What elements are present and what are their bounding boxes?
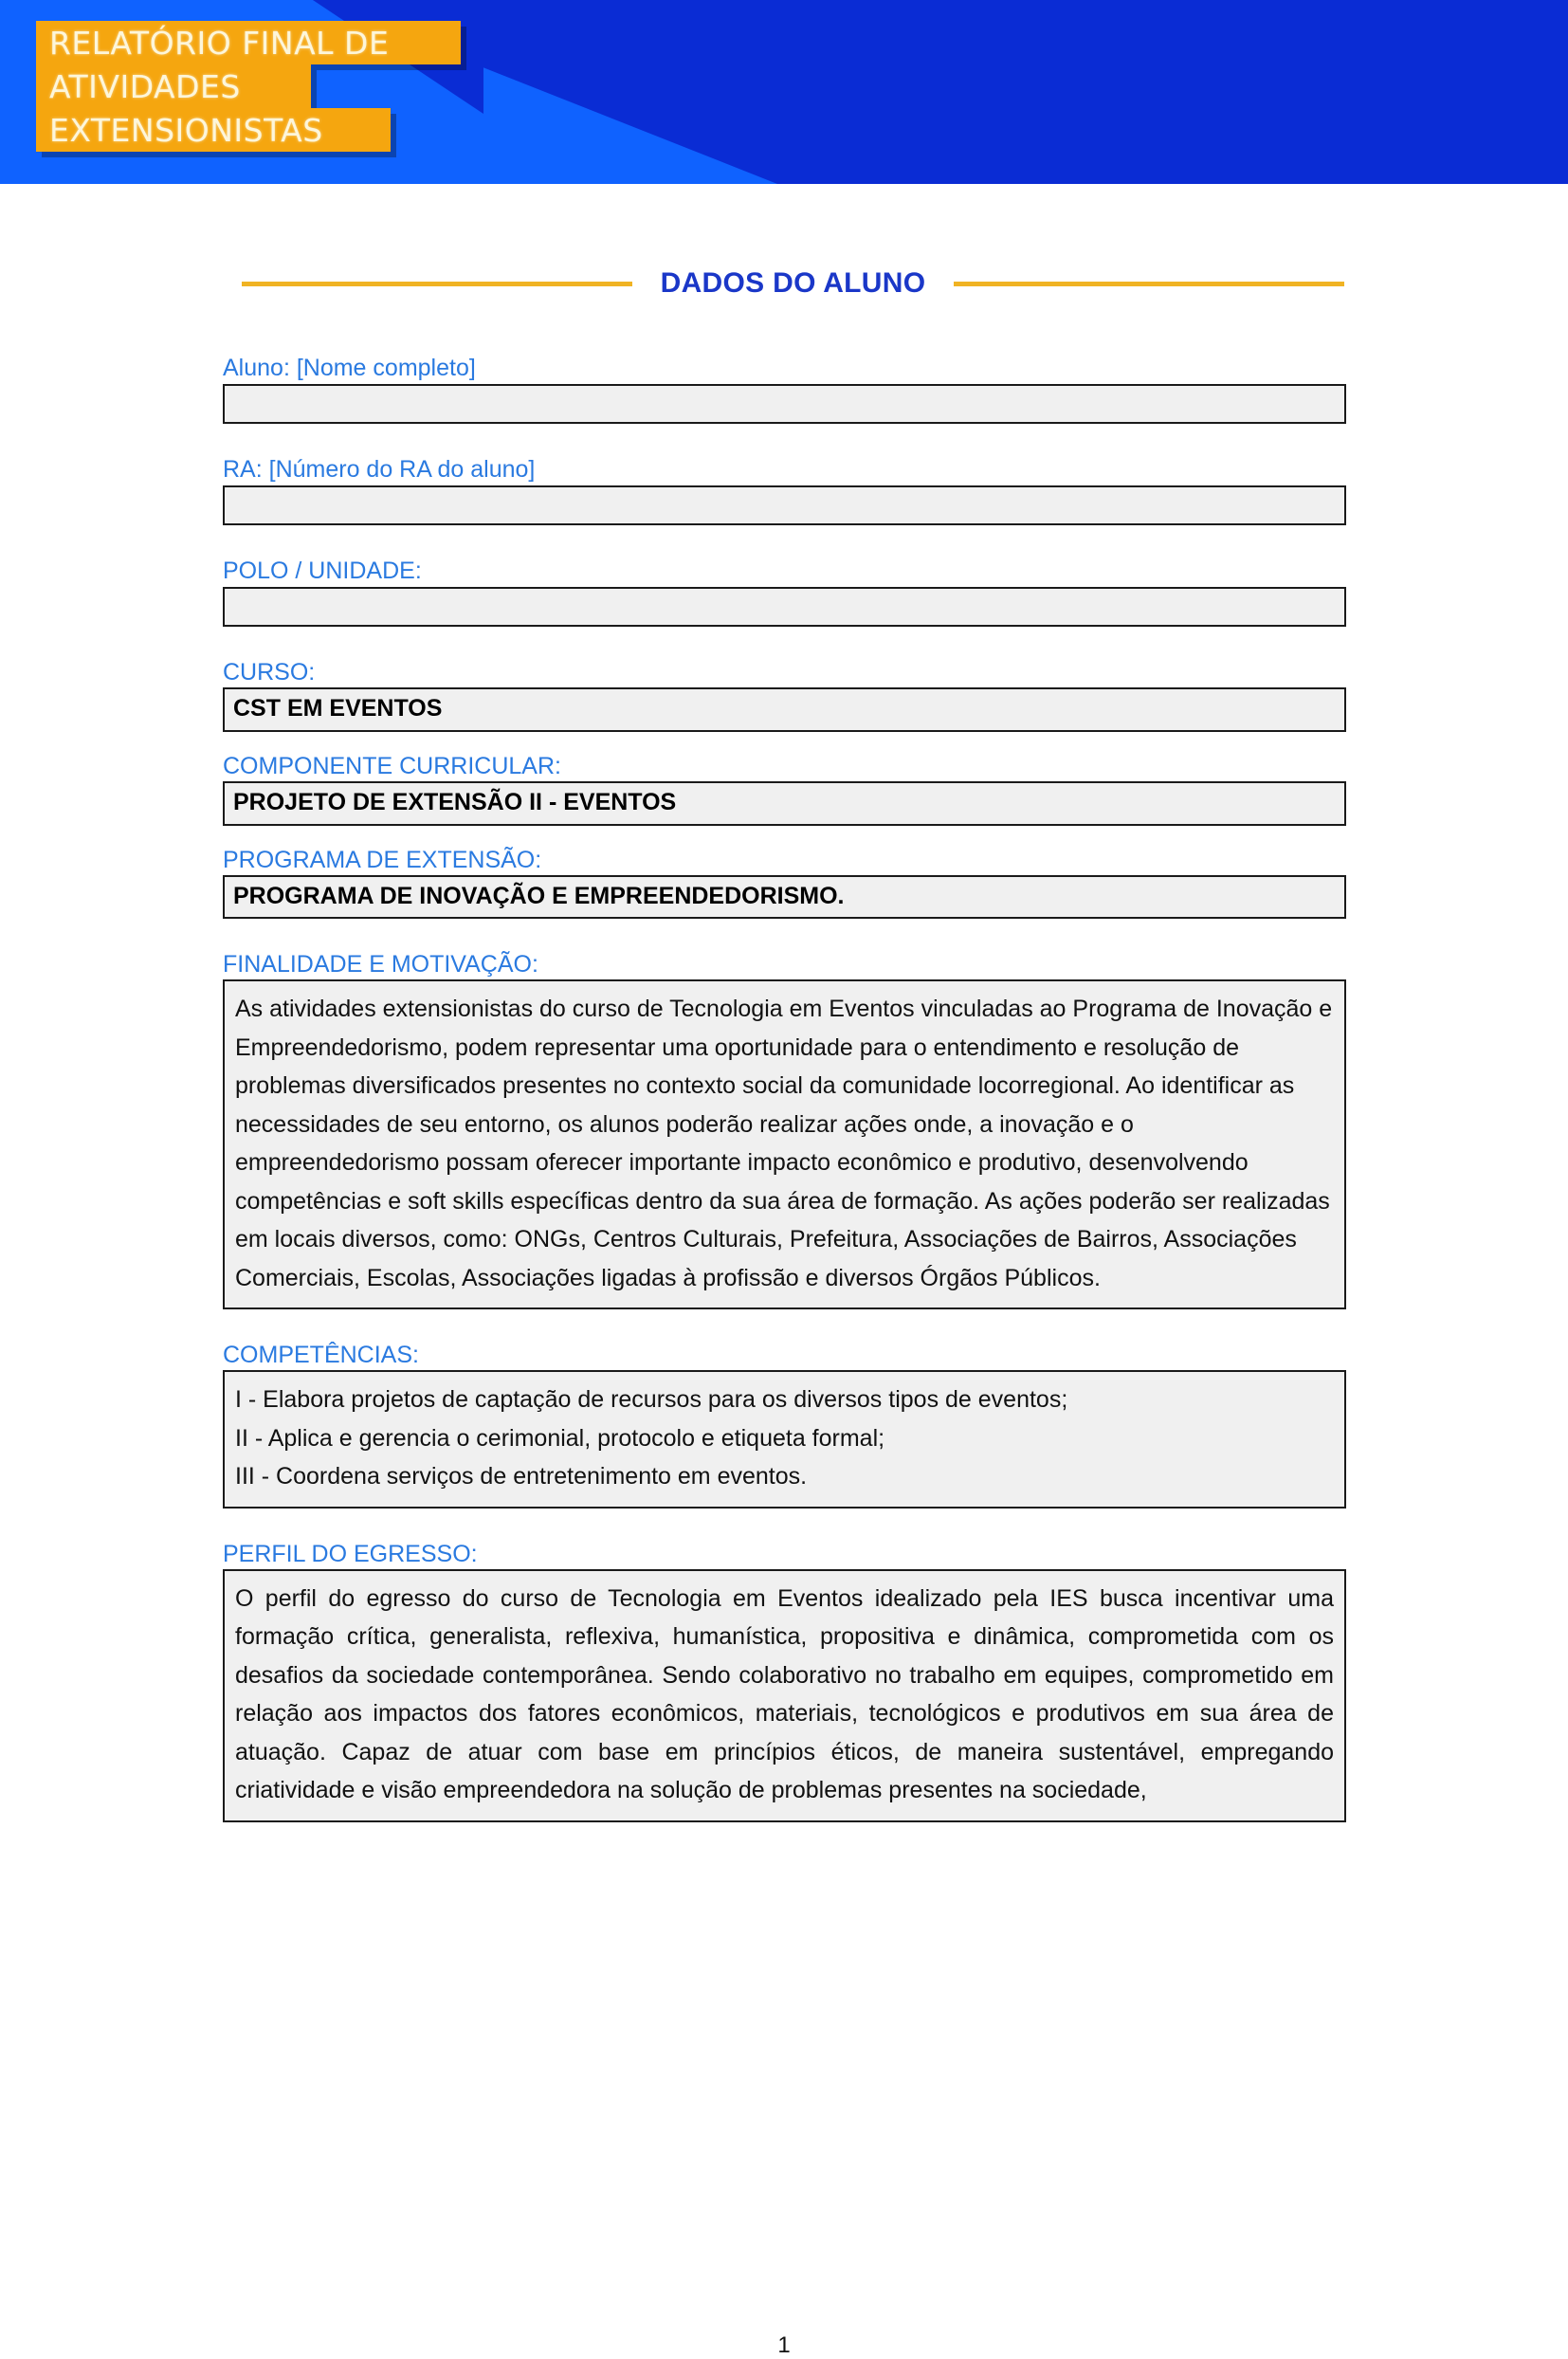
label-competencias: COMPETÊNCIAS: xyxy=(223,1342,419,1369)
spacer xyxy=(223,919,1346,951)
input-competencias[interactable] xyxy=(223,1370,1346,1509)
label-polo: POLO / UNIDADE: xyxy=(223,558,422,584)
banner-title-line-3: EXTENSIONISTAS xyxy=(36,108,391,152)
label-finalidade-motivacao: FINALIDADE E MOTIVAÇÃO: xyxy=(223,951,538,978)
spacer xyxy=(223,732,1346,753)
label-componente-curricular: COMPONENTE CURRICULAR: xyxy=(223,752,561,779)
field-group-perfil-egresso xyxy=(223,1541,1346,1822)
document-page xyxy=(0,267,1568,2358)
section-heading-dados-do-aluno xyxy=(0,267,1568,300)
banner-title-line-1: RELATÓRIO FINAL DE xyxy=(36,21,461,64)
input-programa-extensao[interactable]: PROGRAMA DE INOVAÇÃO E EMPREENDEDORISMO. xyxy=(223,875,1346,920)
field-group-programa-extensao xyxy=(223,847,1346,920)
banner-title-line-2: ATIVIDADES xyxy=(36,64,311,108)
field-group-finalidade-motivacao xyxy=(223,951,1346,1309)
field-group-polo xyxy=(223,558,1346,627)
input-perfil-egresso[interactable]: O perfil do egresso do curso de Tecnologia em Eventos idealizado pela IES busca incentivar uma formação crítica, generalista, reflexiva, humanística, propositiva e dinâmica, comprometida com os desafios da sociedade contemporânea. Sendo colaborativo no trabalho em equipes, comprometido em relação aos impactos dos fatores econômicos, materiais, tecnológicos e produtivos em sua área de atuação. Capaz de atuar com base em princípios éticos, de maneira sustentável, empregando criatividade e visão empreendedora na solução de problemas presentes na sociedade, xyxy=(223,1569,1346,1822)
heading-rule-right xyxy=(954,282,1344,286)
spacer xyxy=(223,1509,1346,1541)
student-data-form xyxy=(0,355,1568,1822)
heading-rule-left xyxy=(242,282,632,286)
document-header-banner xyxy=(0,0,1568,184)
spacer xyxy=(223,525,1346,558)
spacer xyxy=(223,424,1346,456)
spacer xyxy=(223,1309,1346,1342)
section-title: DADOS DO ALUNO xyxy=(660,267,926,299)
competencia-item: III - Coordena serviços de entretenimento em eventos. xyxy=(235,1463,808,1490)
input-ra[interactable] xyxy=(223,485,1346,525)
input-curso[interactable]: CST EM EVENTOS xyxy=(223,687,1346,732)
field-group-curso xyxy=(223,659,1346,732)
label-curso: CURSO: xyxy=(223,659,316,686)
field-group-aluno xyxy=(223,355,1346,424)
field-group-competencias xyxy=(223,1342,1346,1509)
spacer xyxy=(223,627,1346,659)
field-group-ra xyxy=(223,456,1346,525)
label-ra: RA: [Número do RA do aluno] xyxy=(223,456,536,483)
input-aluno[interactable] xyxy=(223,384,1346,424)
input-polo[interactable] xyxy=(223,587,1346,627)
label-programa-extensao: PROGRAMA DE EXTENSÃO: xyxy=(223,846,542,873)
spacer xyxy=(223,826,1346,847)
page-number: 1 xyxy=(777,2332,791,2358)
input-finalidade-motivacao[interactable]: As atividades extensionistas do curso de Tecnologia em Eventos vinculadas ao Programa de Inovação e Empreendedorismo, podem representar uma oportunidade para o entendimento e resolução de problemas diversificados presentes no contexto social da comunidade locorregional. Ao identificar as necessidades de seu entorno, os alunos poderão realizar ações onde, a inovação e o empreendedorismo possam oferecer importante impacto econômico e produtivo, desenvolvendo competências e soft skills específicas dentro da sua área de formação. As ações poderão ser realizadas em locais diversos, como: ONGs, Centros Culturais, Prefeitura, Associações de Bairros, Associações Comerciais, Escolas, Associações ligadas à profissão e diversos Órgãos Públicos. xyxy=(223,979,1346,1309)
competencia-item: I - Elabora projetos de captação de recursos para os diversos tipos de eventos; xyxy=(235,1386,1068,1414)
field-group-componente-curricular xyxy=(223,753,1346,826)
label-perfil-egresso: PERFIL DO EGRESSO: xyxy=(223,1540,478,1567)
competencia-item: II - Aplica e gerencia o cerimonial, protocolo e etiqueta formal; xyxy=(235,1424,885,1452)
label-aluno: Aluno: [Nome completo] xyxy=(223,355,476,381)
input-componente-curricular[interactable]: PROJETO DE EXTENSÃO II - EVENTOS xyxy=(223,781,1346,826)
